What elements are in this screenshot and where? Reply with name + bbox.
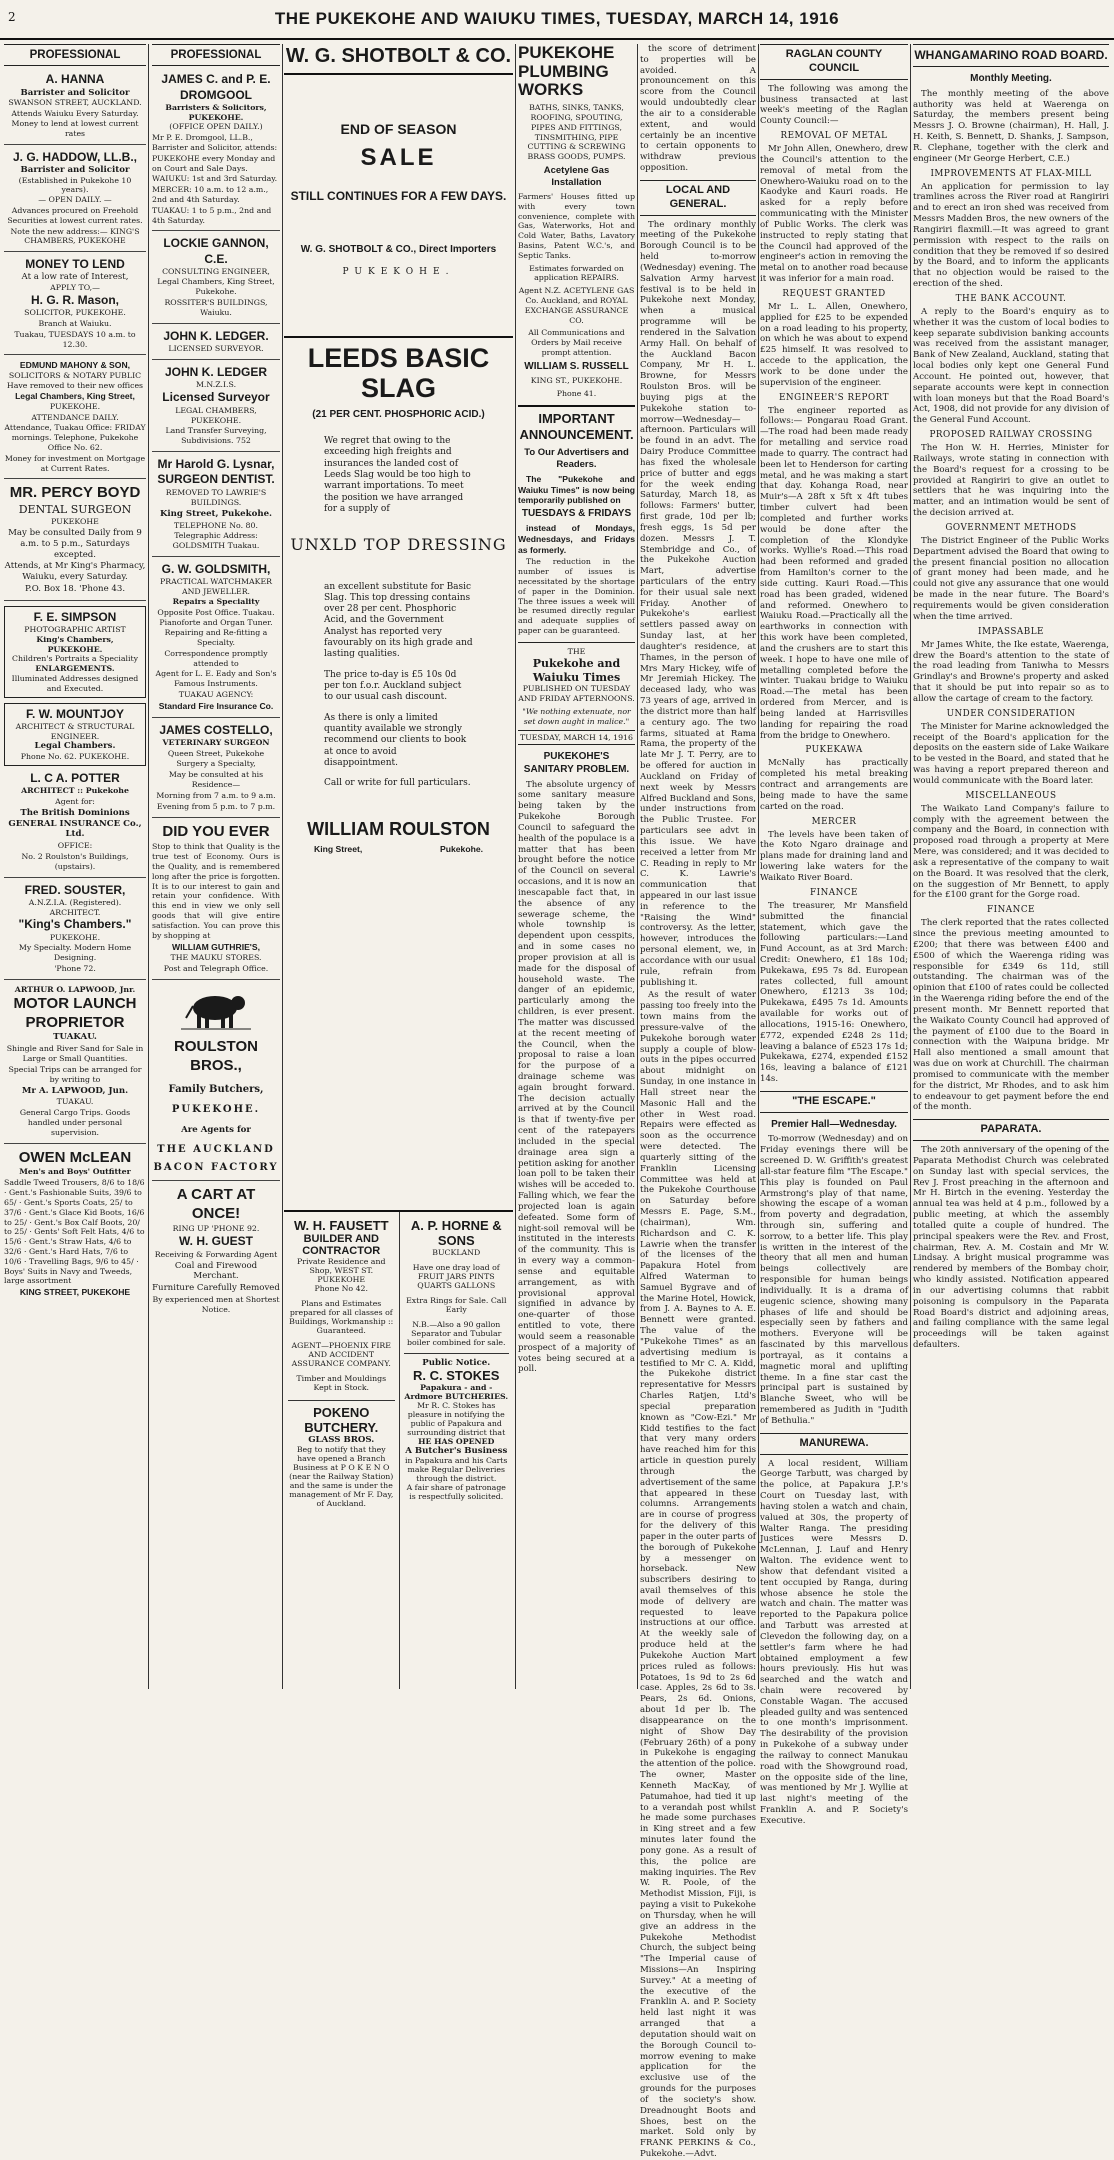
advertiser-name: L. C A. POTTER bbox=[30, 771, 120, 786]
advertiser-note: May be consulted at his Residence— bbox=[168, 770, 264, 790]
advertiser-role: Family Butchers, bbox=[168, 1083, 264, 1095]
advertiser-name: A. HANNA bbox=[45, 72, 105, 87]
advertiser-note: At a low rate of Interest, bbox=[21, 272, 129, 283]
advertiser-name: JAMES C. and P. E. DROMGOOL bbox=[161, 72, 271, 102]
advertiser-note: Extra Rings for Sale. Call Early bbox=[406, 1296, 507, 1314]
advertiser-note: Money for investment on Mortgage at Current Rates. bbox=[4, 453, 146, 473]
ad-horne-stokes bbox=[399, 1212, 514, 1689]
column-rule bbox=[148, 44, 149, 1689]
advertiser-phone: Phone 41. bbox=[556, 389, 597, 399]
ad-haddow bbox=[4, 150, 146, 253]
advertiser-role: Barristers & Solicitors, PUKEKOHE. bbox=[165, 102, 267, 122]
column-rule bbox=[282, 44, 283, 1689]
ad-roulston-bros bbox=[152, 1038, 280, 1181]
article-subheading: REMOVAL OF METAL bbox=[780, 131, 888, 142]
advertiser-role: THE MAUKU STORES. bbox=[170, 953, 262, 963]
advertiser-name: W. H. GUEST bbox=[178, 1233, 253, 1248]
article-raglan bbox=[760, 84, 908, 1085]
ad-guest bbox=[152, 1186, 280, 1320]
article-subheading: Premier Hall—Wednesday. bbox=[771, 1118, 897, 1130]
advertiser-name: Mr Harold G. Lysnar, bbox=[157, 456, 275, 471]
advertiser-note: Evening from 5 p.m. to 7 p.m. bbox=[156, 801, 276, 811]
advertiser-note: Attendance, Tuakau Office: FRIDAY mornings. Telephone, Pukekohe Office No. 62. bbox=[4, 423, 146, 452]
ad-heading: Public Notice. bbox=[422, 1358, 491, 1368]
section-heading: LOCAL AND GENERAL. bbox=[640, 180, 756, 216]
advertiser-note: THE AUCKLAND bbox=[157, 1143, 275, 1155]
advertiser-name: POKENO BUTCHERY. bbox=[304, 1405, 379, 1435]
advertiser-note: Have one dray load of FRUIT JARS PINTS QUARTS GALLONS bbox=[412, 1263, 500, 1290]
ad-mclean bbox=[4, 1149, 146, 1303]
article-subheading: FINANCE bbox=[987, 905, 1035, 916]
advertiser-phone: Phone No 42. bbox=[314, 1284, 368, 1293]
article-subheading: MISCELLANEOUS bbox=[965, 790, 1057, 801]
advertiser-name: G. W. GOLDSMITH, bbox=[161, 562, 271, 577]
advertiser-note: General Cargo Trips. Goods handled under personal supervision. bbox=[19, 1108, 131, 1137]
advertiser-address: TUAKAU. bbox=[53, 1032, 97, 1043]
advertiser-note: (OFFICE OPEN DAILY.) bbox=[169, 122, 263, 132]
ad-heading: MOTOR LAUNCH PROPRIETOR bbox=[13, 994, 137, 1031]
ad-lapwood bbox=[4, 985, 146, 1144]
advertiser-phone: TELEPHONE No. 80. bbox=[174, 520, 258, 530]
ad-hanna bbox=[4, 72, 146, 144]
article-subheading: MERCER bbox=[811, 816, 857, 827]
advertiser-note: A fair share of patronage is respectfully solicited. bbox=[406, 1483, 506, 1501]
advertiser-note: Agent for L. E. Eady and Son's Famous Instruments. bbox=[155, 669, 277, 689]
advertiser-address: "King's Chambers." bbox=[18, 917, 132, 932]
advertiser-note: Special Trips can be arranged for by writing to bbox=[8, 1064, 142, 1084]
advertiser-address: Private Residence and Shop, WEST ST. PUKEKOHE bbox=[297, 1257, 386, 1284]
advertiser-role: A.N.Z.I.A. (Registered). bbox=[28, 897, 122, 907]
article-body: The engineer reported as follows:— Pongarau Road Grant.—The road had been made ready for metalling and service road made to quarry. The contract had been let to Henderson for carting metal, and he was making a start that day. Kohanga Road, near Muir's—A 28ft x 5ft x 4ft tubes timber culvert had been completed and further works would be done after the completion of the Klondyke works. Wyllie's Road.—This road had been reformed and graded from Hamilton's corner to the side cutting. Kauri Road.—This road has been graded, widened and reformed. Onewhero to Waiuku Road.—Practically all the earthworks in connection with this work have been completed, and the crushers are to start this week. I hope to have one mile of metalling completed before the winter. Tuakau bridge to Waiuku Road.—The metal has been ordered from Mercer, and is being landed at Harrisvilles landing for repairing the road from the bridge to Onewhero. bbox=[760, 405, 908, 741]
article-body: The Minister for Marine acknowledged the receipt of the Board's application for the deposits on the eastern side of Lake Waikare to be vested in the Board, and stated that he was having a report prepared thereon and would communicate with the Board later. bbox=[913, 721, 1109, 786]
ad-paragraph: Call or write for full particulars. bbox=[324, 778, 471, 789]
advertiser-role: W. G. SHOTBOLT & CO., Direct Importers bbox=[300, 244, 497, 256]
ad-fausett-pokeno bbox=[284, 1212, 399, 1689]
advertiser-name: JOHN K. LEDGER. bbox=[163, 328, 269, 343]
ad-subheading: STILL CONTINUES FOR A FEW DAYS. bbox=[290, 189, 507, 204]
article-body: An application for permission to lay tramlines across the River road at Rangiriri and to erect an iron shed was received from Messrs Madden Bros, the new owners of the Rangiriri flaxmill.—It was agreed to grant permission with respect to the rails on condition that they be removed if so desired by the Board, and to inform the applicants that no objection would be raised to the erection of the shed. bbox=[913, 181, 1109, 290]
ad-body: We regret that owing to the exceeding high freights and insurances the landed cost of Leeds Slag would be too high to warrant importations. To meet the position we have arranged for a supply of bbox=[324, 436, 471, 515]
advertiser-note: A Butcher's Business bbox=[405, 1446, 508, 1456]
advertiser-note: Morning from 7 a.m. to 9 a.m. bbox=[156, 790, 276, 800]
advertiser-note: Attends, at Mr King's Pharmacy, Waiuku, every Saturday. bbox=[4, 561, 146, 583]
advertiser-note: Mr P. E. Dromgool, LL.B., Barrister and Solicitor, attends: bbox=[152, 133, 278, 152]
article-subheading: PUKEKAWA bbox=[805, 745, 863, 756]
advertiser-role: Papakura - and - Ardmore BUTCHERIES. bbox=[404, 1383, 509, 1401]
announcement-text: The "Pukekohe and Waiuku Times" is now being temporarily published on bbox=[518, 473, 635, 506]
advertiser-address: KING STREET, PUKEKOHE bbox=[19, 1287, 131, 1298]
advertiser-name: WILLIAM ROULSTON bbox=[307, 818, 490, 839]
article-body: McNally has practically completed his metal breaking contract and arrangements are being made to have the same carted on the road. bbox=[760, 758, 908, 812]
advertiser-note: (Established in Pukekohe 10 years). bbox=[18, 175, 132, 195]
column-local-news bbox=[640, 44, 756, 2160]
advertiser-note: N.B.—Also a 90 gallon Separator and Tubular boiler combined for sale. bbox=[406, 1320, 506, 1347]
article-subheading: PROPOSED RAILWAY CROSSING bbox=[929, 430, 1093, 441]
ad-subheading: (21 PER CENT. PHOSPHORIC ACID.) bbox=[312, 409, 485, 421]
ad-gannon bbox=[152, 236, 280, 323]
advertiser-address: SWANSON STREET, AUCKLAND. bbox=[8, 98, 142, 108]
advertiser-note: Furniture Carefully Removed bbox=[152, 1283, 280, 1294]
announcement bbox=[518, 405, 635, 636]
column-plumbing-editorial bbox=[518, 44, 635, 1689]
advertiser-note: Plans and Estimates prepared for all classes of Buildings, Workmanship :: Guaranteed. bbox=[289, 1299, 394, 1335]
advertiser-note: Surgery a Specialty, bbox=[176, 759, 256, 769]
ad-souster bbox=[4, 883, 146, 980]
article-subheading: Monthly Meeting. bbox=[970, 73, 1052, 85]
article-body: The treasurer, Mr Mansfield submitted the financial statement, which gave the following particulars:—Land Fund Account, as at 3rd March: Credit: Onewhero, £1 18s 10d; Pukekawa, £95 7s 8d. European rates collected, full amount Onewhero, £1213 3s 10d; Pukekawa, £495 7s 1d. Amounts available for works out of allocations, 1915-16: Onewhero, £772, expended £248 2s 11d; leaving a balance of £523 17s 1d; Pukekawa, £274, expended £152 16s, leaving a balance of £121 14s. bbox=[760, 900, 908, 1085]
ad-mountjoy bbox=[4, 703, 146, 766]
article-body: To-morrow (Wednesday) and on Friday evenings there will be screened D. W. Griffith's greatest all-star feature film "The Escape." This play is founded on Paul Armstrong's play of that name, showing the escape of a woman from poverty and degradation, through sin, suffering and sorrow, to a better life. This play is written in the interest of the theory that all men and human beings collectively are responsible for human beings individually. It is a drama of eugenic science, showing many phases of life and should be especially seen by fathers and mothers. Everyone will be fascinated by this marvellous portrayal, as it contains a magnetic moral and uplifting theme. In a fine star cast the principal part is sustained by Blanche Sweet, who will be remembered as Judith in "Judith of Bethulia." bbox=[760, 1134, 908, 1426]
advertiser-role: PHOTOGRAPHIC ARTIST bbox=[24, 625, 126, 635]
ad-potter bbox=[4, 771, 146, 878]
page-number: 2 bbox=[8, 10, 16, 24]
advertiser-note: Saddle Tweed Trousers, 8/6 to 18/6 · Gent.'s Fashionable Suits, 39/6 to 65/ · Gent.'s Sports Coats, 25/ to 37/6 · Gent.'s Glace Kid Boots, 16/6 to 25/ · Gent.'s Box Calf Boots, 20/ to 25/ · Gents' Soft Felt Hats, 4/6 to 15/6 · Gent.'s Straw Hats, 4/6 to 32/6 · Gent.'s Hard Hats, 7/6 to 10/6 · Travelling Bags, 9/6 to 45/ · Boys' Suits in Navy and Tweeds, large assortment bbox=[4, 1178, 145, 1286]
paper-flag bbox=[518, 642, 635, 746]
ad-heading: END OF SEASON bbox=[340, 121, 457, 138]
advertiser-address: PUKEKOHE. bbox=[49, 401, 101, 411]
advertiser-note: Telegraphic Address: GOLDSMITH Tuakau. bbox=[172, 531, 260, 551]
section-heading: "THE ESCAPE." bbox=[760, 1091, 908, 1113]
section-heading: MANUREWA. bbox=[760, 1433, 908, 1455]
advertiser-note: REMOVED TO LAWRIE'S BUILDINGS. bbox=[165, 488, 267, 507]
advertiser-name: LOCKIE GANNON, C.E. bbox=[163, 236, 269, 266]
advertiser-name: WILLIAM GUTHRIE'S, bbox=[172, 941, 260, 952]
article-paparata bbox=[913, 1145, 1109, 1351]
announcement-text: The reduction in the number of issues is necessitated by the shortage of paper in the Dominion. The three issues a week will be resumed directly regular and adequate supplies of paper can be guaranteed. bbox=[518, 557, 635, 636]
section-heading: WHANGAMARINO ROAD BOARD. bbox=[913, 44, 1109, 67]
ad-lysnar bbox=[152, 457, 280, 557]
advertiser-role: Barrister and Solicitor bbox=[20, 87, 130, 98]
advertiser-address: Opposite Post Office. Tuakau. bbox=[157, 607, 275, 617]
advertiser-phone: 'Phone 72. bbox=[54, 964, 96, 974]
advertiser-note: All Communications and Orders by Mail receive prompt attention. bbox=[528, 328, 625, 358]
advertiser-role: ARCHITECT :: Pukekohe bbox=[21, 786, 129, 796]
advertiser-address: LEGAL CHAMBERS, PUKEKOHE. bbox=[175, 405, 257, 425]
advertiser-address: KING ST., PUKEKOHE. bbox=[530, 376, 623, 386]
article-subheading: THE BANK ACCOUNT. bbox=[955, 293, 1067, 304]
advertiser-note: Standard Fire Insurance Co. bbox=[158, 700, 274, 711]
advertiser-role: LICENSED SURVEYOR. bbox=[168, 343, 264, 353]
advertiser-note: Farmers' Houses fitted up with every town convenience, complete with Gas, Waterworks, Hot and Cold Water, Baths, Lavatory Basins, Patent W.C.'s, and Septic Tanks. bbox=[518, 191, 635, 260]
article-body: Mr John Allen, Onewhero, drew the Council's attention to the removal of metal from the Onewhero-Waiuku road on to the Kaodyke and Kauri roads. He asked for a reply before communicating with the Minister of Public Works. The clerk was instructed to reply stating that the Council had approved of the engineer's action in removing the metal on to another road because it was inferior for a main road. bbox=[760, 144, 908, 285]
advertiser-note: Correspondence promptly attended to bbox=[164, 648, 268, 668]
advertiser-address: PUKEKOHE. bbox=[49, 932, 101, 942]
article-body: The levels have been taken of the Koto Ngaro drainage and plans made for draining land and lowering lake waters for the Waikato River Board. bbox=[760, 829, 908, 883]
advertiser-note: ATTENDANCE DAILY. bbox=[31, 412, 119, 422]
advertiser-name: PUKEKOHE PLUMBING WORKS bbox=[518, 43, 615, 100]
column-rule bbox=[910, 44, 911, 1689]
ad-guthrie bbox=[152, 823, 280, 980]
article-body: As the result of water passing too freely into the town mains from the pressure-valve of the Pukekohe borough water supply a couple of blow-outs in the pipes occurred about midnight on Sunday, in one instance in Hall street near the Masonic Hall and the other in West road. Repairs were effected as soon as the occurrence were detected. The quarterly sitting of the Franklin Licensing Committee was held at the Pukekohe Courthouse on Saturday before Messrs E. Page, S.M., (chairman), Wm. Richardson and C. K. Lawrie when the transfer of the licenses of the Papakura Hotel from Alfred Waterman to Samuel Bygrave and of the Marine Hotel, Howick, from J. A. Baynes to A. E. Bennett were granted. The value of the "Pukekohe Times" as an advertising medium is testified to Mr C. A. Kidd, the Pukekohe district representative for Messrs Charles Ratjen, Ltd's special preparation known as "Cow-Ezi." Mr Kidd testifies to the fact that very many orders have reached him for this article in question purely through the advertisement of the same that appeared in these columns. Arrangements are in course of progress for the delivery of this paper in the outer parts of the borough of Pukekohe by a messenger on horseback. New subscribers desiring to avail themselves of this mode of delivery are requested to leave instructions at our office. At the weekly sale of produce held at the Pukekohe Auction Mart prices ruled as follows: Potatoes, 1s 9d to 2s 6d case. Apples, 2s 6d to 3s. Pears, 2s 6d. Onions, about 1d per lb. The disappearance on the night of Show Day (February 26th) of a pony in Pukekohe is engaging the attention of the police. The owner, Master Kenneth MacKay, of Patumahoe, had tied it up to a verandah post whilst he made some purchases in King street and a few minutes later found the pony gone. As a result of this, the police are making inquiries. The Rev W. R. Poole, of the Methodist Mission, Fiji, is paying a visit to Pukekohe on Thursday, when he will give an address in the Pukekohe Methodist Church, the subject being "The Imperial cause of Missions—An Inspiring Survey." At a meeting of the executive of the Franklin A. and P. Society held last night it was arranged that a deputation should wait on the Borough Council to-morrow evening to make application for the exclusive use of the grounds for the purposes of the society's show. Dreadnought Boots and Shoes, best on the market. Sold only by FRANK PERKINS & Co., Pukekohe.—Advt. bbox=[640, 990, 756, 2160]
article-body: The clerk reported that the rates collected since the previous meeting amounted to £200; that there was between £400 and £500 of which the Waerenga riding was responsible for £349 6s 11d, still outstanding. The chairman was of the opinion that £100 of rates could be collected in the Waerenga riding before the end of the present month. Mr Bennett reported that the Waikato County Council had approved of the payment of £100 due to the Board in connection with the Waipuna bridge. Mr Hall also mentioned a small amount that was due on work at Churchill. The chairman promised to communicate with the member for the district, Mr Rhodes, and to ask him to endeavour to get payment before the end of the month. bbox=[913, 918, 1109, 1113]
advertiser-note: WAIUKU: 1st and 3rd Saturday. bbox=[152, 174, 278, 184]
advertiser-note: Shingle and River Sand for Sale in Large or Small Quantities. bbox=[6, 1044, 144, 1064]
advertiser-note: MERCER: 10 a.m. to 12 a.m., 2nd and 4th Saturday. bbox=[152, 185, 269, 205]
advertiser-name: A. P. HORNE & SONS bbox=[410, 1218, 502, 1248]
ad-paragraph: an excellent substitute for Basic Slag. This top dressing contains over 28 per cent. Phosphoric Acid, and the Government Analyst has reported very favourably on its high grade and lasting qualities. bbox=[324, 581, 473, 660]
advertiser-note: Branch at Waiuku. bbox=[38, 318, 112, 328]
ad-subheading: Acetylene Gas Installation bbox=[543, 164, 610, 188]
advertiser-role: Receiving & Forwarding Agent bbox=[154, 1249, 278, 1259]
advertiser-address: Legal Chambers. bbox=[34, 741, 116, 752]
advertiser-role: ARCHITECT. bbox=[49, 907, 101, 917]
ad-costello bbox=[152, 723, 280, 818]
article-subheading: ENGINEER'S REPORT bbox=[778, 392, 890, 403]
advertiser-note: ENLARGEMENTS. bbox=[35, 664, 115, 674]
advertiser-note: Post and Telegraph Office. bbox=[163, 964, 269, 974]
article-body: the score of detriment to properties will be avoided. A pronouncement on this score from the Council would undoubtedly clear the air to a considerable extent, and would certainly be an incentive to certain opponents to withdraw previous opposition. bbox=[640, 44, 756, 174]
article-subheading: REQUEST GRANTED bbox=[782, 288, 886, 299]
newspaper-title: THE PUKEKOHE AND WAIUKU TIMES, TUESDAY, MARCH 14, 1916 bbox=[274, 9, 840, 28]
column-heading: PROFESSIONAL bbox=[152, 44, 280, 66]
advertiser-name: H. G. R. Mason, bbox=[30, 293, 119, 308]
paper-flag-article: THE bbox=[567, 646, 586, 656]
article-body: A reply to the Board's enquiry as to whether it was the custom of local bodies to keep separate subdivision banking accounts was received from the assistant manager, Bank of New Zealand, Auckland, stating that local bodies only kept one General Fund Account. He pointed out, however, that separate accounts were kept in connection with loan moneys but that the Road Board's Act, 1908, did not provide for any division of the General Fund Account. bbox=[913, 306, 1109, 426]
ad-ledger-licensed bbox=[152, 365, 280, 452]
advertiser-note: Stop to think that Quality is the true test of Economy. Ours is the Quality, and is remembered long after the price is forgotten. It is to our interest to gain and retain your confidence. With this end in view we only sell goods that will give entire satisfaction. You can prove this by shopping at bbox=[152, 842, 280, 940]
advertiser-note: Agent for: bbox=[55, 797, 95, 806]
advertiser-note: Advances procured on Freehold Securities at lowest current rates. bbox=[7, 206, 143, 225]
advertiser-note: Illuminated Addresses designed and Executed. bbox=[11, 674, 139, 693]
advertiser-address: PUKEKOHE. bbox=[342, 266, 455, 277]
advertiser-role: BUILDER AND CONTRACTOR bbox=[302, 1233, 381, 1257]
advertiser-name: MR. PERCY BOYD bbox=[9, 484, 141, 502]
advertiser-address: King Street, Pukekohe. bbox=[159, 508, 273, 519]
ad-mason bbox=[4, 257, 146, 355]
column-rule bbox=[515, 44, 516, 1689]
advertiser-address: PUKEKOHE bbox=[51, 517, 99, 527]
advertiser-note: Estimates forwarded on application REPAIRS. bbox=[529, 263, 624, 283]
advertiser-note: APPLY TO,— bbox=[50, 283, 100, 293]
article-whangamarino bbox=[913, 73, 1109, 1113]
column-rule bbox=[637, 44, 638, 1689]
advertiser-role: SOLICITORS & NOTARY PUBLIC bbox=[8, 371, 142, 381]
article-body: A local resident, William George Tarbutt, was charged by the police, at Papakura J.P.'s Court on Tuesday last, with having stolen a watch and chain, valued at 30s, the property of Walter Ranga. The presiding Justices were Messrs D. McLennan, J. Lauf and Henry Walton. The evidence went to show that defendant visited a tent occupied by Ranga, during whose absence he stole the watch and chain. The matter was reported to the Papakura police and Tarbutt was arrested at Clevedon the following day, on a settler's farm where he had obtained employment a few hours previously. His hut was searched and the watch and chain were recovered by Constable Wagan. The accused pleaded guilty and was sentenced to one month's imprisonment. The desirability of the provision in Pukekohe of a subway under the railway to connect Manukau road with the Showground road, on the opposite side of the line, was mentioned by Mr J. Wyllie at last night's meeting of the Franklin A. and P. Society's Executive. bbox=[760, 1458, 908, 1826]
advertiser-note: Are Agents for bbox=[181, 1124, 251, 1135]
advertiser-role: SURGEON DENTIST. bbox=[157, 472, 275, 487]
article-body: The Hon W. H. Herries, Minister for Railways, wrote stating in connection with the Board's request for a crossing to be provided at Rangiriri to give an outlet to settlers that he was inquiring into the matter, and an intimation would be sent of the decision arrived at. bbox=[913, 443, 1109, 519]
advertiser-phone: RING UP 'PHONE 92. bbox=[172, 1223, 260, 1233]
advertiser-note: BACON FACTORY bbox=[153, 1162, 279, 1174]
ad-paragraph: The price to-day is £5 10s 0d per ton f.o.r. Auckland subject to our usual cash discount. bbox=[324, 669, 462, 703]
column-display-ads bbox=[284, 44, 513, 1205]
advertiser-role: Men's and Boys' Outfitter bbox=[19, 1167, 131, 1177]
advertiser-role: DENTAL SURGEON bbox=[18, 503, 132, 517]
article-manurewa bbox=[760, 1459, 908, 1827]
ad-dromgool bbox=[152, 72, 280, 231]
advertiser-town: Pukekohe. bbox=[440, 844, 483, 855]
article-body: The Waikato Land Company's failure to comply with the agreement between the company and the Board, in connection with proposed road through a property at Mere Mere, was considered; and it was decided to ask a representative of the company to wait on the Board. It was resolved that the clerk, on the suggestion of Mr Bennett, to apply for the £100 grant for the Gorge road. bbox=[913, 803, 1109, 901]
column-rule bbox=[758, 44, 759, 1689]
paper-flag-schedule: PUBLISHED ON TUESDAY AND FRIDAY AFTERNOONS. bbox=[518, 684, 635, 704]
ad-simpson bbox=[4, 606, 146, 698]
advertiser-note: TUAKAU. bbox=[56, 1097, 94, 1107]
ad-plumbing-works bbox=[518, 44, 635, 399]
advertiser-note: BATHS, SINKS, TANKS, ROOFING, SPOUTING, PIPES AND FITTINGS, TINSMITHING, PIPE CUTTING & SCREWING BRASS GOODS, PUMPS. bbox=[527, 103, 626, 162]
advertiser-note: Have removed to their new offices bbox=[6, 381, 144, 391]
advertiser-role: CONSULTING ENGINEER, bbox=[162, 266, 270, 276]
advertiser-name: FRED. SOUSTER, bbox=[24, 882, 126, 897]
advertiser-address: PUKEKOHE. bbox=[171, 1104, 261, 1116]
section-heading: RAGLAN COUNTY COUNCIL bbox=[760, 44, 908, 80]
advertiser-note: Tuakau, TUESDAYS 10 a.m. to 12.30. bbox=[14, 329, 136, 349]
article-subheading: IMPROVEMENTS AT FLAX-MILL bbox=[930, 168, 1092, 179]
advertiser-address bbox=[314, 844, 483, 855]
advertiser-note: PUKEKOHE every Monday and on Court and Sale Days. bbox=[152, 153, 276, 173]
paper-flag-date: TUESDAY, MARCH 14, 1916 bbox=[518, 730, 635, 746]
announcement-subheading: To Our Advertisers and Readers. bbox=[524, 446, 629, 470]
advertiser-note: OFFICE: bbox=[57, 841, 93, 851]
column-professional-2 bbox=[152, 44, 280, 1689]
column-display-ads-lower bbox=[284, 1210, 513, 1689]
column-professional-1 bbox=[4, 44, 146, 1689]
ad-leeds-basic-slag bbox=[284, 336, 513, 855]
article-body: The ordinary monthly meeting of the Pukekohe Borough Council is to be held to-morrow (Wednesday) evening. The Salvation Army harvest festival is to be held in Pukekohe next Monday, when a musical programme will be rendered in the Salvation Army Hall. On behalf of the Auckland Bacon Company, Mr H. L. Browne, for Messrs Roulston Bros. will be buying pigs at the Pukekohe station to-morrow—Wednesday—afternoon. Particulars will be found in an advt. The Dairy Produce Committee has fixed the wholesale price of butter and eggs for the week ending Saturday, March 18, as follows: Farmers' butter, first grade, 10d per lb; fresh eggs, 1s 5d per dozen. Messrs J. T. Stembridge and Co., of the Pukekohe Auction Mart, advertise particulars of the entry for their usual sale next Friday. Another of Pukekohe's earliest settlers passed away on Sunday last, at her daughter's residence, at Thames, in the person of Mrs Mary Hickey, wife of Mr Jeremiah Hickey. The deceased lady, who was 73 years of age, arrived in the district more than half a century ago. The two farms, situated at Rama Rama, the property of the late Mr J. T. Perry, are to be offered for auction in Auckland on Friday of next week by Messrs Alfred Buckland and Sons, under instructions from the Public Trustee. For particulars see advt in this issue. We have received a letter from Mr C. Reading in reply to Mr C. K. Lawrie's communication that appeared in our last issue in reference to the "Raising the Wind" controversy. As the letter, however, introduces the personal element, we, in accordance with our usual rule, refrain from publishing it. bbox=[640, 219, 756, 988]
article-subheading: UNDER CONSIDERATION bbox=[946, 708, 1076, 719]
advertiser-address: Note the new address:— KING'S CHAMBERS, PUKEKOHE bbox=[10, 226, 140, 246]
ad-heading: SALE bbox=[360, 143, 437, 171]
advertiser-role: Barrister and Solicitor bbox=[20, 164, 130, 175]
advertiser-note: Pianoforte and Organ Tuner. Repairing and Re-fitting a Specialty. bbox=[159, 618, 273, 648]
advertiser-phone: Phone No. 62. PUKEKOHE. bbox=[20, 752, 130, 762]
advertiser-name: JOHN K. LEDGER bbox=[164, 364, 267, 379]
article-heading: PUKEKOHE'S SANITARY PROBLEM. bbox=[523, 751, 630, 776]
advertiser-address: ROSSITER'S BUILDINGS, Waiuku. bbox=[164, 298, 268, 317]
advertiser-name: W. H. FAUSETT bbox=[293, 1218, 389, 1233]
column-raglan-council bbox=[760, 44, 908, 1826]
advertiser-address: No. 2 Roulston's Buildings, (upstairs). bbox=[21, 852, 129, 871]
advertiser-name: JAMES COSTELLO, bbox=[159, 722, 273, 737]
announcement-text: instead of Mondays, Wednesdays, and Fridays as formerly. bbox=[518, 522, 635, 555]
advertiser-role: GLASS BROS. bbox=[308, 1435, 375, 1445]
advertiser-note: Repairs a Speciality bbox=[172, 596, 260, 606]
advertiser-note: By experienced men at Shortest Notice. bbox=[152, 1294, 280, 1314]
advertiser-name: J. G. HADDOW, LL.B., bbox=[12, 149, 137, 164]
advertiser-name: OWEN McLEAN bbox=[18, 1148, 132, 1166]
ad-shotbolt bbox=[284, 44, 513, 278]
ad-heading: A CART AT ONCE! bbox=[176, 1185, 256, 1222]
section-heading: PAPARATA. bbox=[913, 1119, 1109, 1141]
advertiser-name: F. E. SIMPSON bbox=[33, 609, 117, 624]
article-body: The 20th anniversary of the opening of the Paparata Methodist Church was celebrated on Sunday last with special services, the Rev J. Frost preaching in the afternoon and Mr H. Birtch in the evening. Yesterday the annual tea was held at 4 p.m., followed by a public meeting, at which the assembly totalled quite a couple of hundred. The principal speakers were the Rev. and Frost, chairman, Rev. A. M. Costain and Mr W. Lindsay. A bright musical programme was rendered by members of the Bombay choir, who kindly assisted. Notification appeared in our advertising columns that rabbit poisoning is compulsory in the Paparata Road Board's district and adjoining areas, and failing compliance with the same legal proceedings will be taken against defaulters. bbox=[913, 1145, 1109, 1350]
advertiser-note: Mr R. C. Stokes has pleasure in notifying the public of Papakura and surrounding district that bbox=[407, 1401, 506, 1437]
ad-mahony bbox=[4, 360, 146, 479]
article-body: The District Engineer of the Public Works Department advised the Board that owing to the present financial position no allocation of grant money had been made, and he could not give any assurance that one would be made in the near future. The Board's requirements would be given consideration when the time arrived. bbox=[913, 536, 1109, 622]
ad-heading: MONEY TO LEND bbox=[25, 257, 125, 272]
article-subheading: FINANCE bbox=[810, 887, 858, 898]
announcement-heading: IMPORTANT ANNOUNCEMENT. bbox=[519, 411, 634, 443]
ad-paragraph: As there is only a limited quantity available we strongly recommend our clients to book at once to avoid disappointment. bbox=[324, 712, 467, 769]
advertiser-note: May be consulted Daily from 9 a.m. to 5 p.m., Saturdays excepted. bbox=[8, 527, 142, 560]
ad-boyd bbox=[4, 484, 146, 601]
article-subheading: GOVERNMENT METHODS bbox=[945, 522, 1077, 533]
advertiser-note: Land Transfer Surveying, Subdivisions. 752 bbox=[165, 426, 267, 446]
column-heading: PROFESSIONAL bbox=[4, 44, 146, 66]
advertiser-note: My Specialty. Modern Home Designing. bbox=[18, 943, 132, 963]
advertiser-name: ARTHUR O. LAPWOOD, Jnr. bbox=[14, 984, 136, 994]
advertiser-address: Legal Chambers, King Street, bbox=[15, 390, 135, 401]
article-body: The absolute urgency of some sanitary measure being taken by the Pukekohe Borough Council to safeguard the health of the populace is a matter that has been brought before the notice of the Council on several occasions, and it is now an inescapable fact that, in the absence of any sewerage scheme, the whole township is dependent upon cesspits, and in some cases no proper provision at all is made for the disposal of household waste. The danger of an epidemic, particularly among the children, is ever present. The matter was discussed at the recent meeting of the Council, when the proposal to raise a loan for the purpose of a drainage scheme was again brought forward. The decision actually arrived at by the Council is that if twenty-five per cent of the ratepayers included in the special drainage area sign a petition asking for another loan poll to be taken their wishes will be acceded to. Falling which, we fear the projected loan is again defeated. Some form of night-soil removal will be instituted in the interests of the community. This is in every way a common-sense and equitable arrangement, as with provisional approval signified in advance by one-quarter of those entitled to vote, there would seem a reasonable prospect of a majority of votes being secured at a poll. bbox=[518, 779, 635, 1375]
advertiser-note: Coal and Firewood Merchant. bbox=[174, 1260, 258, 1282]
article-the-escape bbox=[760, 1119, 908, 1427]
ad-goldsmith bbox=[152, 562, 280, 718]
ad-body bbox=[324, 582, 473, 790]
advertiser-role: Licensed Surveyor bbox=[162, 389, 270, 404]
advertiser-note: TUAKAU AGENCY: bbox=[178, 690, 254, 700]
advertiser-note: The British Dominions GENERAL INSURANCE Co., Ltd. bbox=[8, 807, 142, 840]
advertiser-role: VETERINARY SURGEON bbox=[162, 737, 270, 747]
advertiser-note: TUAKAU: 1 to 5 p.m., 2nd and 4th Saturday. bbox=[152, 205, 272, 225]
advertiser-note: Attends Waiuku Every Saturday. Money to lend at lowest current rates bbox=[11, 109, 139, 138]
article-body: The following was among the business transacted at last week's meeting of the Raglan County Council:— bbox=[760, 83, 908, 127]
ad-ledger-surveyor bbox=[152, 329, 280, 360]
advertiser-role: M.N.Z.I.S. bbox=[195, 379, 237, 389]
article-body: The monthly meeting of the above authority was held at Waerenga on Saturday, the members present being Messrs J. O. Browne (chairman), H. Hall, J. H. Keith, S. Bennett, D. Shanks, J. Sampson, R. Clephane, together with the clerk and engineer (Mr George Herbert, C.E.) bbox=[913, 88, 1109, 164]
paper-flag-title: Pukekohe and Waiuku Times bbox=[532, 656, 621, 684]
article-sanitary-continued bbox=[640, 44, 756, 174]
ad-heading: DID YOU EVER bbox=[162, 822, 270, 840]
advertiser-name: W. G. SHOTBOLT & CO. bbox=[284, 44, 513, 75]
announcement-text: TUESDAYS & FRIDAYS bbox=[521, 508, 632, 520]
article-body: Mr L. L. Allen, Onewhero, applied for £25 to be expended on a road leading to his property, on which he was about to expend £25 himself. It was resolved to accede to the application, the work to be done under the supervision of the engineer. bbox=[760, 301, 908, 388]
advertiser-note: AGENT—PHOENIX FIRE AND ACCIDENT ASSURANCE COMPANY. bbox=[291, 1341, 391, 1368]
advertiser-name: R. C. STOKES bbox=[413, 1368, 500, 1383]
advertiser-name: ROULSTON BROS., bbox=[174, 1038, 258, 1074]
advertiser-note: Timber and Mouldings Kept in Stock. bbox=[296, 1374, 387, 1392]
advertiser-role: ARCHITECT & STRUCTURAL ENGINEER. bbox=[15, 721, 135, 741]
advertiser-role: SOLICITOR, PUKEKOHE. bbox=[24, 308, 126, 318]
bull-illustration-icon bbox=[181, 986, 251, 1032]
advertiser-address: King's Chambers, PUKEKOHE. bbox=[36, 634, 114, 654]
advertiser-note: Agent N.Z. ACETYLENE GAS Co. Auckland, and ROYAL EXCHANGE ASSURANCE CO. bbox=[518, 286, 635, 325]
article-subheading: IMPASSABLE bbox=[978, 626, 1044, 637]
article-body: Mr James White, the Ike estate, Waerenga, drew the Board's attention to the state of the road leading from Taniwha to Messrs Grindlay's and Browne's property and asked that it should be put into repair so as to allow the cartage of cream to the factory. bbox=[913, 639, 1109, 704]
advertiser-note: Beg to notify that they have opened a Branch Business at P O K E N O (near the Railway Station) and the same is under the management of Mr F. Day, of Auckland. bbox=[289, 1445, 394, 1508]
advertiser-address: Legal Chambers, King Street, Pukekohe. bbox=[157, 277, 275, 297]
advertiser-address: BUCKLAND bbox=[432, 1248, 481, 1257]
advertiser-note: Children's Portraits a Speciality bbox=[11, 654, 139, 664]
ad-heading: UNXLD TOP DRESSING bbox=[290, 535, 507, 555]
column-whangamarino bbox=[913, 44, 1109, 1689]
advertiser-note: Mr A. LAPWOOD, Jun. bbox=[21, 1085, 129, 1096]
paper-flag-motto: "We nothing extenuate, nor set down aught in malice." bbox=[522, 707, 631, 726]
ad-heading: LEEDS BASIC SLAG bbox=[307, 343, 490, 403]
advertiser-name: EDMUND MAHONY & SON, bbox=[19, 360, 131, 371]
advertiser-role: PRACTICAL WATCHMAKER AND JEWELLER. bbox=[159, 577, 273, 596]
masthead bbox=[0, 0, 1114, 40]
advertiser-address: Queen Street, Pukekohe bbox=[167, 748, 265, 758]
advertiser-note: P.O. Box 18. 'Phone 43. bbox=[24, 584, 126, 595]
advertiser-note: HE HAS OPENED bbox=[418, 1437, 495, 1446]
advertiser-name: WILLIAM S. RUSSELL bbox=[524, 360, 629, 372]
article-sanitary-problem bbox=[518, 751, 635, 1375]
advertiser-street: King Street, bbox=[314, 844, 363, 855]
advertiser-note: — OPEN DAILY. — bbox=[38, 195, 112, 205]
advertiser-note: in Papakura and his Carts make Regular Deliveries through the district. bbox=[405, 1456, 508, 1483]
advertiser-name: F. W. MOUNTJOY bbox=[25, 706, 124, 721]
article-local-general bbox=[640, 220, 756, 2160]
